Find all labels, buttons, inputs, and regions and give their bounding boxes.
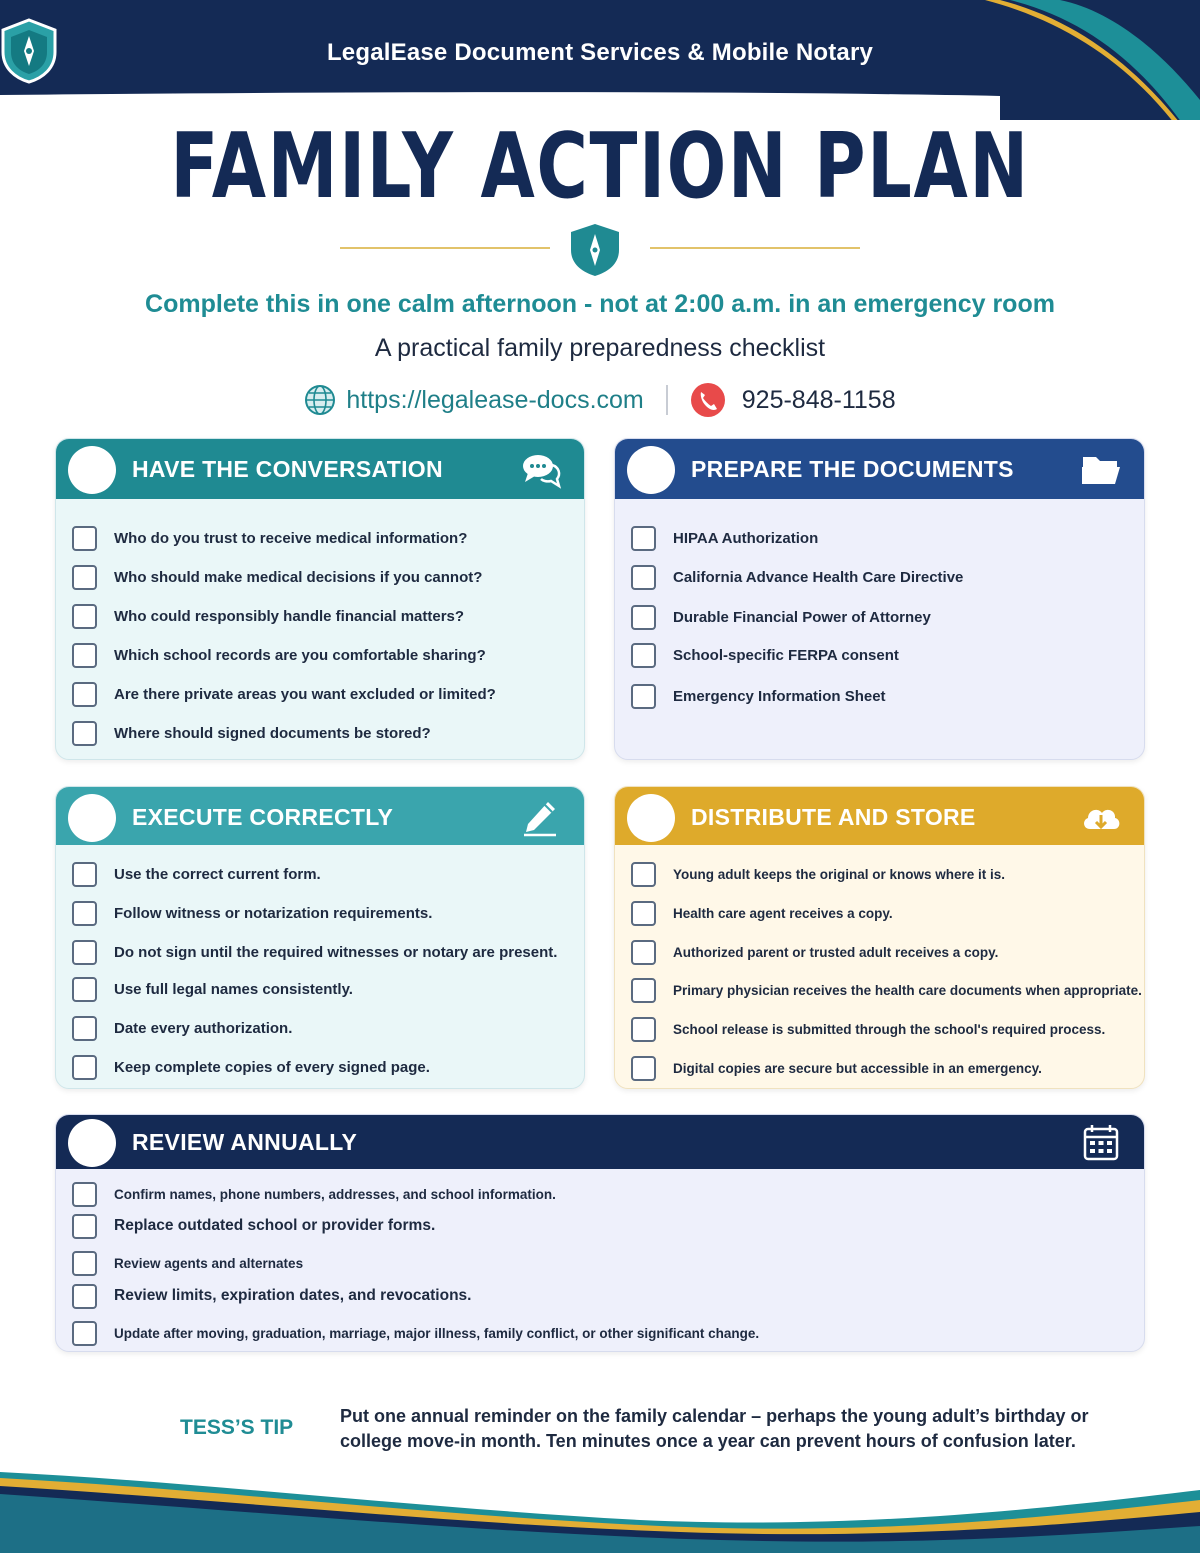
card-distribute-and-store (614, 786, 1145, 1089)
checkbox[interactable] (631, 684, 656, 709)
phone-number[interactable]: 925-848-1158 (741, 385, 896, 414)
checklist-item (631, 939, 998, 965)
item-label: Use the correct current form. (114, 865, 321, 883)
checklist-item (72, 564, 482, 590)
checkbox[interactable] (72, 1016, 97, 1041)
header-circle (68, 1119, 116, 1167)
checklist-item (72, 603, 464, 629)
checklist-item (631, 861, 1005, 887)
item-label: Update after moving, graduation, marriage, major illness, family conflict, or other significant change. (114, 1325, 760, 1341)
checklist-item (631, 564, 963, 590)
checkbox[interactable] (72, 526, 97, 551)
item-label: Review limits, expiration dates, and revocations. (114, 1287, 472, 1304)
checkbox[interactable] (72, 862, 97, 887)
website-link[interactable]: https://legalease-docs.com (346, 385, 644, 414)
checklist-item (72, 1181, 556, 1207)
item-label: Who should make medical decisions if you cannot? (114, 568, 483, 586)
checklist-item (631, 604, 931, 630)
footer-band (0, 1460, 1200, 1553)
card-review-annually (55, 1114, 1145, 1352)
checklist-item (631, 642, 899, 668)
checkbox[interactable] (72, 1055, 97, 1080)
checkbox[interactable] (72, 901, 97, 926)
item-label: Date every authorization. (114, 1019, 293, 1037)
item-label: Emergency Information Sheet (673, 687, 886, 705)
checkbox[interactable] (631, 1017, 656, 1042)
card-header (56, 439, 584, 499)
checklist-item (631, 525, 818, 551)
card-header (615, 787, 1144, 845)
header-band (0, 0, 1200, 120)
calendar-icon (1080, 1123, 1122, 1161)
item-label: Who could responsibly handle financial matters? (114, 607, 465, 625)
checkbox[interactable] (631, 565, 656, 590)
item-label: Follow witness or notarization requirements. (114, 904, 433, 922)
checklist-item (631, 1055, 1042, 1081)
item-label: Durable Financial Power of Attorney (673, 608, 931, 626)
tip-text: Put one annual reminder on the family calendar – perhaps the young adult’s birthday or college move-in month. Ten minutes once a year can prevent hours of confusion later. (340, 1406, 1089, 1451)
checklist-item (631, 977, 1142, 1003)
checkbox[interactable] (631, 862, 656, 887)
item-label: California Advance Health Care Directive (673, 568, 964, 586)
card-have-the-conversation (55, 438, 585, 760)
checkbox[interactable] (631, 526, 656, 551)
item-label: Young adult keeps the original or knows where it is. (673, 866, 1006, 882)
checklist-item (72, 861, 321, 887)
checklist-item (72, 681, 496, 707)
checkbox[interactable] (72, 940, 97, 965)
item-label: Health care agent receives a copy. (673, 905, 893, 921)
card-execute-correctly (55, 786, 585, 1089)
item-label: Confirm names, phone numbers, addresses, and school information. (114, 1186, 556, 1202)
item-label: Do not sign until the required witnesses or notary are present. (114, 943, 558, 961)
item-label: School-specific FERPA consent (673, 646, 899, 664)
checklist-item (72, 1213, 435, 1239)
contact-separator (666, 385, 668, 415)
checklist-item (72, 976, 353, 1002)
tagline: A practical family preparedness checklist (374, 334, 826, 362)
checkbox[interactable] (72, 721, 97, 746)
chat-bubbles-icon (520, 451, 562, 489)
header-circle (68, 794, 116, 842)
checkbox[interactable] (72, 977, 97, 1002)
checklist-item (72, 939, 557, 965)
item-label: Review agents and alternates (114, 1255, 304, 1271)
item-label: Keep complete copies of every signed page. (114, 1058, 430, 1076)
section-title: DISTRIBUTE AND STORE (691, 804, 976, 830)
item-label: Use full legal names consistently. (114, 980, 353, 998)
brand-name: LegalEase Document Services & Mobile Notary (326, 39, 874, 66)
card-header (56, 1115, 1144, 1169)
item-label: Who do you trust to receive medical information? (114, 529, 468, 547)
phone-icon (690, 382, 726, 418)
checkbox[interactable] (72, 604, 97, 629)
checkbox[interactable] (72, 565, 97, 590)
globe-icon (304, 384, 336, 416)
cloud-download-icon (1080, 799, 1122, 837)
item-label: Replace outdated school or provider forms. (114, 1217, 436, 1234)
checkbox[interactable] (72, 1251, 97, 1276)
folder-icon (1080, 451, 1122, 489)
checkbox[interactable] (631, 901, 656, 926)
checklist-item (631, 1016, 1105, 1042)
tip-label: TESS’S TIP (180, 1416, 294, 1439)
item-label: Authorized parent or trusted adult receives a copy. (673, 944, 999, 960)
checkbox[interactable] (631, 605, 656, 630)
checkbox[interactable] (72, 1321, 97, 1346)
header-circle (68, 446, 116, 494)
checkbox[interactable] (72, 1182, 97, 1207)
checkbox[interactable] (72, 1214, 97, 1239)
checklist-item (72, 525, 467, 551)
item-label: Which school records are you comfortable sharing? (114, 646, 486, 664)
checklist-item (72, 720, 431, 746)
item-label: Where should signed documents be stored? (114, 724, 431, 742)
header-circle (627, 446, 675, 494)
shield-logo-icon (0, 18, 58, 84)
item-label: Are there private areas you want excluded or limited? (114, 685, 496, 703)
title-divider (340, 222, 860, 278)
item-label: HIPAA Authorization (673, 529, 819, 547)
checkbox[interactable] (631, 978, 656, 1003)
subtitle: Complete this in one calm afternoon - not at 2:00 a.m. in an emergency room (145, 290, 1055, 318)
checkbox[interactable] (631, 1056, 656, 1081)
section-title: EXECUTE CORRECTLY (132, 804, 394, 830)
section-title: REVIEW ANNUALLY (132, 1129, 358, 1155)
checklist-item (72, 1320, 759, 1346)
header-circle (627, 794, 675, 842)
item-label: Digital copies are secure but accessible in an emergency. (673, 1060, 1042, 1076)
card-header (56, 787, 584, 845)
checkbox[interactable] (72, 643, 97, 668)
item-label: School release is submitted through the school's required process. (673, 1021, 1106, 1037)
card-header (615, 439, 1144, 499)
card-prepare-the-documents (614, 438, 1145, 760)
checkbox[interactable] (631, 940, 656, 965)
page-title: FAMILY ACTION PLAN (170, 114, 1030, 219)
pen-icon (520, 799, 562, 837)
checklist-item (72, 1054, 430, 1080)
item-label: Primary physician receives the health care documents when appropriate. (673, 982, 1142, 998)
section-title: PREPARE THE DOCUMENTS (691, 456, 1014, 482)
checkbox[interactable] (631, 643, 656, 668)
checklist-item (72, 900, 432, 926)
checklist-item (72, 642, 486, 668)
checklist-item (631, 900, 893, 926)
checkbox[interactable] (72, 1284, 97, 1309)
checklist-item (72, 1015, 292, 1041)
checklist-item (631, 683, 886, 709)
checklist-item (72, 1283, 471, 1309)
contact-row (0, 380, 1200, 420)
checklist-item (72, 1250, 303, 1276)
shield-emblem-icon (571, 224, 619, 276)
checkbox[interactable] (72, 682, 97, 707)
section-title: HAVE THE CONVERSATION (132, 456, 443, 482)
